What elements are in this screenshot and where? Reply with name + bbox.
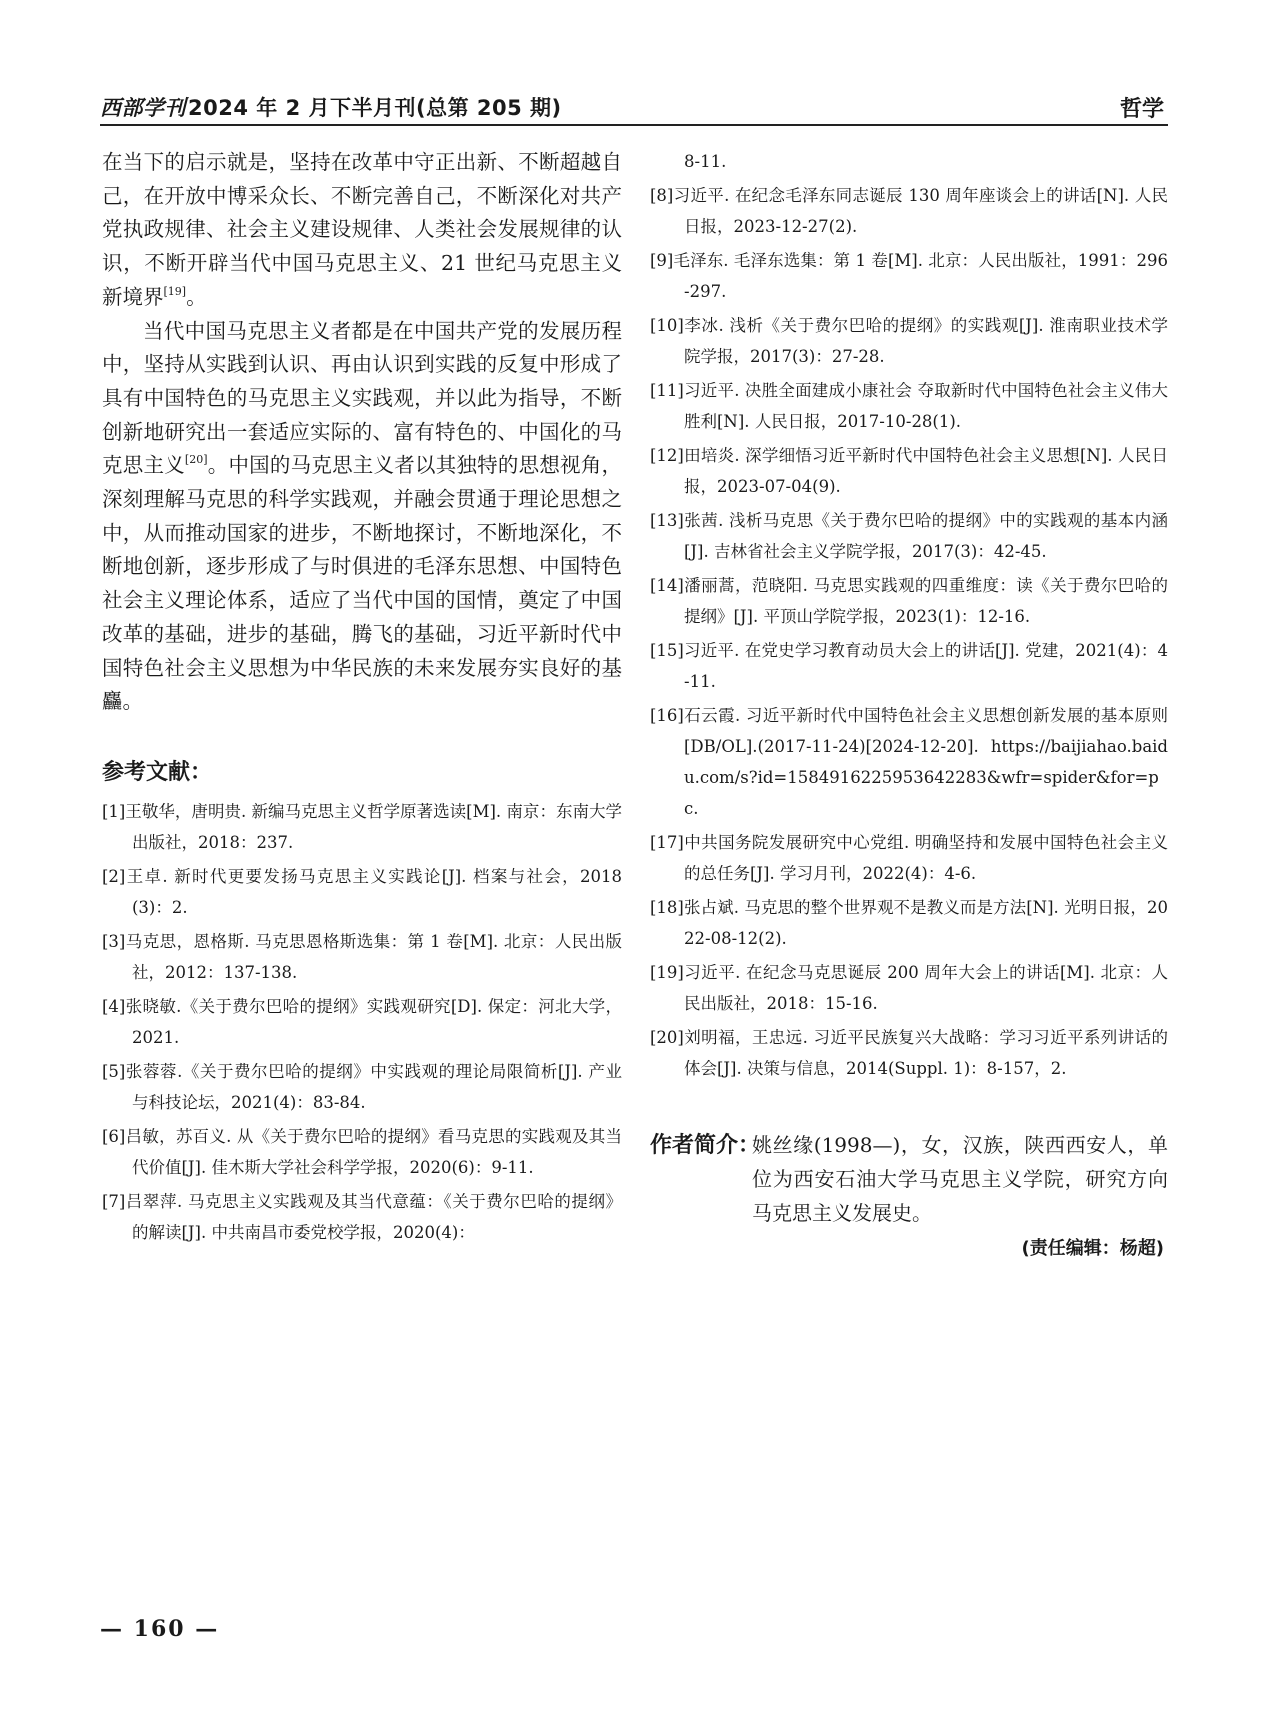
reference-item: [3]马克思，恩格斯. 马克思恩格斯选集：第 1 卷[M]. 北京：人民出版社，2012：137-138. [102,931,622,982]
reference-item: [2]王卓. 新时代更要发扬马克思主义实践论[J]. 档案与社会，2018(3)：2. [102,866,622,917]
reference-item: [10]李冰. 浅析《关于费尔巴哈的提纲》的实践观[J]. 淮南职业技术学院学报，2017(3)：27-28. [650,316,1168,366]
reference-item: [12]田培炎. 深学细悟习近平新时代中国特色社会主义思想[N]. 人民日报，2023-07-04(9). [650,446,1168,496]
reference-item: [13]张茜. 浅析马克思《关于费尔巴哈的提纲》中的实践观的基本内涵[J]. 吉林省社会主义学院学报，2017(3)：42-45. [650,511,1168,561]
reference-item: [4]张晓敏.《关于费尔巴哈的提纲》实践观研究[D]. 保定：河北大学，2021. [102,996,622,1047]
body-paragraph-2: 当代中国马克思主义者都是在中国共产党的发展历程中，坚持从实践到认识、再由认识到实践的反复中形成了具有中国特色的马克思主义实践观，并以此为指导，不断创新地研究出一套适应实际的、富有特色的、中国化的马克思主义[20]。中国的马克思主义者以其独特的思想视角，深刻理解马克思的科学实践观，并融会贯通于理论思想之中，从而推动国家的进步，不断地探讨，不断地深化，不断地创新，逐步形成了与时俱进的毛泽东思想、中国特色社会主义理论体系，适应了当代中国的国情，奠定了中国改革的基础，进步的基础，腾飞的基础，习近平新时代中国特色社会主义思想为中华民族的未来发展夯实良好的基麤。 [102,318,623,714]
journal-issue [100,92,562,122]
running-header [100,88,1168,126]
left-column [102,146,622,1251]
section-label: 哲学 [1119,97,1164,122]
author-bio [650,1128,1168,1230]
citation-19: [19] [163,284,187,298]
references-heading: 参考文献： [102,759,213,785]
reference-item: [17]中共国务院发展研究中心党组. 明确坚持和发展中国特色社会主义的总任务[J]. 学习月刊，2022(4)：4-6. [650,833,1168,883]
reference-item: [18]张占斌. 马克思的整个世界观不是教义而是方法[N]. 光明日报，2022-08-12(2). [650,898,1168,948]
reference-item: [20]刘明福，王忠远. 习近平民族复兴大战略：学习习近平系列讲话的体会[J]. 决策与信息，2014(Suppl. 1)：8-157，2. [650,1028,1168,1078]
reference-item: [6]吕敏，苏百义. 从《关于费尔巴哈的提纲》看马克思的实践观及其当代价值[J]. 佳木斯大学社会科学学报，2020(6)：9-11. [102,1126,622,1177]
author-bio-label: 作者简介： [650,1133,761,1158]
citation-20: [20] [184,453,208,467]
reference-item: [11]习近平. 决胜全面建成小康社会 夺取新时代中国特色社会主义伟大胜利[N]. 人民日报，2017-10-28(1). [650,381,1168,431]
reference-item: [8]习近平. 在纪念毛泽东同志诞辰 130 周年座谈会上的讲话[N]. 人民日报，2023-12-27(2). [650,186,1168,236]
responsible-editor: (责任编辑：杨超) [1021,1238,1164,1259]
reference-item: [15]习近平. 在党史学习教育动员大会上的讲话[J]. 党建，2021(4)：4-11. [650,641,1168,691]
reference-item: [7]吕翠萍. 马克思主义实践观及其当代意蕴：《关于费尔巴哈的提纲》的解读[J]. 中共南昌市委党校学报，2020(4)： [102,1191,622,1242]
reference-item: [9]毛泽东. 毛泽东选集：第 1 卷[M]. 北京：人民出版社，1991：296-297. [650,251,1168,301]
reference-item: [19]习近平. 在纪念马克思诞辰 200 周年大会上的讲话[M]. 北京：人民出版社，2018：15-16. [650,963,1168,1013]
reference-item: [14]潘丽蒿，范晓阳. 马克思实践观的四重维度：读《关于费尔巴哈的提纲》[J]. 平顶山学院学报，2023(1)：12-16. [650,576,1168,626]
reference-item: [16]石云霞. 习近平新时代中国特色社会主义思想创新发展的基本原则[DB/OL].(2017-11-24)[2024-12-20]. https://baijiahao.baidu.com/s?id=1584916225953642283&wfr=spider&for=pc. [650,706,1168,818]
journal-logo: 西部学刊 [100,95,186,120]
issue-text: 2024 年 2 月下半月刊(总第 205 期) [188,96,562,120]
right-column [650,146,1168,1260]
page-number: — 160 — [100,1616,220,1642]
reference-item: [5]张蓉蓉.《关于费尔巴哈的提纲》中实践观的理论局限简析[J]. 产业与科技论坛，2021(4)：83-84. [102,1061,622,1112]
body-paragraph-1: 在当下的启示就是，坚持在改革中守正出新、不断超越自己，在开放中博采众长、不断完善自己，不断深化对共产党执政规律、社会主义建设规律、人类社会发展规律的认识，不断开辟当代中国马克思主义、21 世纪马克思主义新境界[19]。 [102,150,622,309]
reference-item: [1]王敬华，唐明贵. 新编马克思主义哲学原著选读[M]. 南京：东南大学出版社，2018：237. [102,801,622,852]
author-bio-text: 姚丝缘(1998—)，女，汉族，陕西西安人，单位为西安石油大学马克思主义学院，研究方向马克思主义发展史。 [752,1133,1168,1225]
reference-continuation: 8-11. [684,152,727,171]
